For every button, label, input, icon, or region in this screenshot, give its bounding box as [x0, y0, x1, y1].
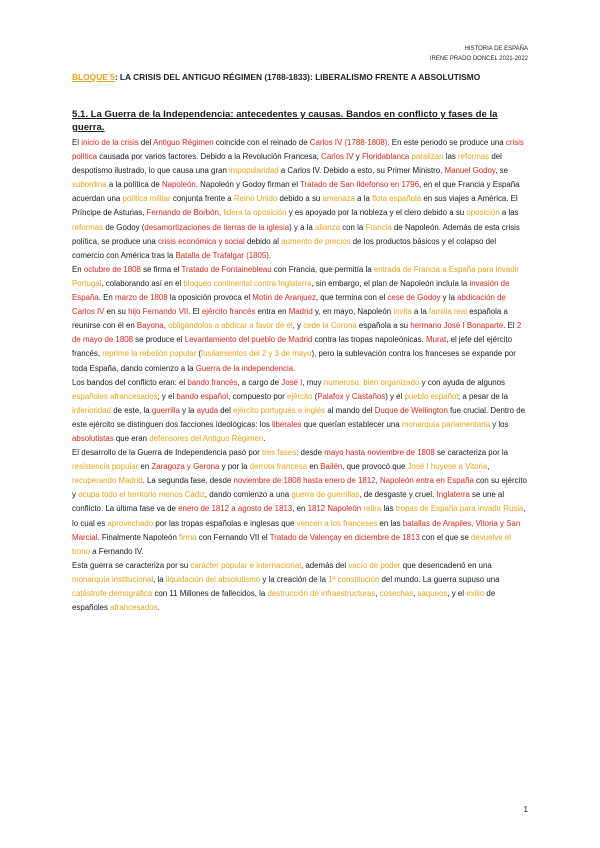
highlighted-term: Batalla de Trafalgar (1805)	[175, 250, 269, 260]
text-run: , y	[292, 321, 304, 331]
text-run: , en el que Francia y España acuerdan una	[72, 180, 520, 204]
highlighted-term: octubre de 1808	[83, 264, 141, 274]
text-run: Esta guerra se caracteriza por su	[72, 560, 191, 570]
highlighted-term: abdicación de Carlos IV	[72, 293, 506, 317]
highlighted-term: destrucción de infraestructuras	[267, 589, 376, 598]
highlighted-term: ejército	[286, 391, 313, 401]
highlighted-term: catástrofe demográfica	[72, 589, 153, 598]
highlighted-term: Fernando de Borbón	[146, 208, 219, 218]
highlighted-term: aumento de precios	[281, 236, 351, 246]
highlighted-term: vacío de poder	[348, 560, 401, 570]
highlighted-term: mayo hasta noviembre de 1808	[324, 448, 435, 458]
highlighted-term: Manuel Godoy	[444, 166, 496, 176]
text-run: ,	[375, 476, 380, 486]
text-run: ,	[375, 589, 380, 598]
text-run: El desarrollo de la Guerra de Independencia pasó por	[72, 448, 262, 458]
body-text	[72, 136, 528, 615]
text-run: , lo cual es	[72, 504, 526, 528]
text-run: se firma el	[140, 264, 182, 274]
highlighted-term: batallas de Arapiles, Vitoria y San Marcial	[72, 518, 521, 542]
highlighted-term: impopularidad	[229, 166, 279, 176]
highlighted-term: inicio de la crisis	[81, 138, 139, 147]
text-run: de este, la	[111, 405, 152, 415]
text-run: (	[196, 349, 201, 359]
highlighted-term: bando español	[176, 391, 229, 401]
text-run: ) y el	[385, 391, 405, 401]
highlighted-term: obligándolos a abdicar a favor de él	[168, 321, 293, 331]
highlighted-term: reformas	[72, 222, 104, 232]
highlighted-term: flota española	[372, 194, 422, 204]
highlighted-term: tropas de España para invadir Rusia	[395, 504, 524, 514]
highlighted-term: aprovechado	[107, 518, 154, 528]
highlighted-term: bando francés	[187, 377, 238, 387]
text-run: , en	[292, 504, 308, 514]
highlighted-term: enero de 1812 a agosto de 1813	[178, 504, 293, 514]
highlighted-term: Duque de Wellington	[374, 405, 448, 415]
text-run: con su ejército y	[72, 476, 527, 500]
text-run: , de desgaste y cruel.	[359, 490, 437, 500]
text-run: . En	[98, 293, 115, 303]
text-run: ) y a la	[289, 222, 315, 232]
text-run: , a cargo de	[237, 377, 282, 387]
highlighted-term: ocupa todo el territorio menos Cádiz	[78, 490, 205, 500]
highlighted-term: fusilamientos del 2 y 3 de mayo	[200, 349, 312, 359]
text-run: se produce el	[132, 335, 185, 345]
highlighted-term: Tratado de Valençay en diciembre de 1813	[269, 532, 420, 542]
highlighted-term: resistencia popular	[72, 462, 139, 472]
text-run: y con ayuda de algunos	[419, 377, 505, 387]
highlighted-term: política militar	[122, 194, 171, 204]
highlighted-term: 1812 Napoleón	[307, 504, 362, 514]
section-title: 5.1. La Guerra de la Independencia: antecedentes y causas. Bandos en conflicto y fases de la guerra.	[72, 109, 498, 133]
highlighted-term: Bailén	[320, 462, 343, 472]
text-run: de los productos básicos y el colapso del comercio con América tras la	[72, 236, 497, 260]
text-run: se caracteriza por la	[434, 448, 509, 458]
text-run: , que provocó que	[342, 462, 408, 472]
highlighted-term: 1ª constitución	[328, 574, 380, 584]
highlighted-term: Napoleón	[161, 180, 196, 190]
text-run: , muy	[302, 377, 324, 387]
text-run: , la	[153, 574, 166, 584]
text-run: al mando del	[325, 405, 375, 415]
text-run: causada por varios factores. Debido a la Revolución Francesa,	[97, 152, 322, 162]
highlighted-term: invasión de España	[72, 278, 510, 303]
text-run: En	[72, 264, 84, 274]
text-run: a las	[499, 208, 519, 218]
text-run: , sin embargo, el plan de Napoleón incluía la	[311, 278, 470, 288]
text-run: con 11 Millones de fallecidos, la	[152, 589, 268, 598]
text-run: que desencadenó en una	[400, 560, 492, 570]
highlighted-term: paralizan	[411, 152, 444, 162]
text-run: del despotismo ilustrado, lo que causa una gran	[72, 152, 502, 176]
text-run: a la política de	[106, 180, 162, 190]
highlighted-term: subordina	[72, 180, 107, 190]
paragraph-bandos	[72, 376, 528, 446]
text-run: española a reunirse con él en	[72, 307, 508, 331]
text-run: y, en mayo, Napoleón	[312, 307, 394, 317]
highlighted-term: defensores del Antiguo Régimen	[149, 433, 264, 443]
text-run: que eran	[113, 433, 150, 443]
text-run: ), pero la sublevación contra los franceses se expande por toda España, dando comienzo a la	[72, 349, 516, 373]
highlighted-term: alianza	[315, 222, 341, 232]
text-run: , además del	[300, 560, 349, 570]
highlighted-term: cese de Godoy	[387, 293, 441, 303]
paragraph-consecuencias	[72, 559, 528, 615]
highlighted-term: Zaragoza y Gerona	[151, 462, 220, 472]
paragraph-antecedentes	[72, 136, 528, 263]
text-run: las	[443, 152, 459, 162]
highlighted-term: desamortizaciones de tierras de la iglesia	[144, 222, 290, 232]
highlighted-term: tres fases	[261, 448, 297, 458]
highlighted-term: oposición	[466, 208, 500, 218]
text-run: y la	[440, 293, 458, 303]
highlighted-term: carácter popular e internacional	[190, 560, 301, 570]
highlighted-term: saqueos	[417, 589, 448, 598]
highlighted-term: españoles afrancesados	[72, 391, 158, 401]
text-run: en	[138, 462, 152, 472]
highlighted-term: Reino Unido	[233, 194, 278, 204]
highlighted-term: hijo Fernando VII	[128, 307, 189, 317]
text-run: , se	[495, 166, 508, 176]
text-run: de Godoy (	[103, 222, 145, 232]
text-run: y los	[490, 419, 509, 429]
highlighted-term: bloqueo continental contra Inglaterra	[183, 278, 312, 288]
text-run: .	[293, 363, 296, 373]
text-run: , y el	[447, 589, 467, 598]
highlighted-term: familia real	[428, 307, 468, 317]
text-run: debido al	[244, 236, 282, 246]
text-run: . Finalmente Napoleón	[97, 532, 180, 542]
highlighted-term: retira	[363, 504, 382, 514]
bloque-label: BLOQUE 5	[72, 72, 115, 82]
highlighted-term: numeroso, bien organizado	[323, 377, 420, 387]
text-run: El	[72, 138, 82, 147]
paragraph-fases	[72, 446, 528, 559]
highlighted-term: José I huyese a Vitoria	[407, 462, 488, 472]
highlighted-term: Tratado de San Ildefonso en 1796	[300, 180, 420, 190]
highlighted-term: invita	[393, 307, 412, 317]
text-run: contra las tropas napoleónicas.	[312, 335, 427, 345]
highlighted-term: Palafox y Castaños	[317, 391, 386, 401]
text-run: en sus viajes a América. El Príncipe de Asturias,	[72, 194, 518, 218]
highlighted-term: crisis económica y social	[157, 236, 245, 246]
highlighted-term: monarquía institucional	[72, 574, 154, 584]
text-run: con el que se	[419, 532, 472, 542]
text-run: en su	[104, 307, 129, 317]
text-run: : desde	[296, 448, 325, 458]
highlighted-term: devuelve el trono	[72, 532, 511, 556]
highlighted-term: crisis política	[72, 138, 524, 162]
highlighted-term: Murat	[426, 335, 447, 345]
highlighted-term: guerra de guerrillas	[291, 490, 360, 500]
text-run: ,	[487, 462, 490, 472]
text-run: . Napoleón y Godoy firman el	[195, 180, 300, 190]
highlighted-term: liquidación del absolutismo	[165, 574, 261, 584]
text-run: , el jefe del ejército francés,	[72, 335, 512, 359]
page-number: 1	[523, 805, 528, 814]
text-run: española a su	[356, 321, 411, 331]
text-run: se une al conflicto. La última fase va de	[72, 490, 505, 514]
text-run: .	[263, 433, 266, 443]
highlighted-term: reprime la rebelión popular	[102, 349, 197, 359]
highlighted-term: Antiguo Régimen	[153, 138, 214, 147]
text-run: que querían establecer una	[301, 419, 402, 429]
highlighted-term: pueblo español	[404, 391, 459, 401]
text-run: del	[218, 405, 234, 415]
text-run: a Carlos IV. Debido a esto, su Primer Ministro,	[278, 166, 445, 176]
text-run: y	[353, 152, 362, 162]
highlighted-term: ayuda	[196, 405, 219, 415]
paragraph-causas	[72, 263, 528, 376]
text-run: ,	[218, 208, 224, 218]
text-run: coincide con el reinado de	[213, 138, 310, 147]
highlighted-term: inferioridad	[72, 405, 112, 415]
highlighted-term: vencen a los franceses	[296, 518, 378, 528]
highlighted-term: marzo de 1808	[115, 293, 168, 303]
highlighted-term: guerrilla	[151, 405, 180, 415]
text-run: ,	[413, 589, 418, 598]
highlighted-term: Carlos IV	[321, 152, 354, 162]
text-run: a la	[411, 307, 429, 317]
text-run: con Fernando VII el	[196, 532, 270, 542]
text-run: (	[312, 391, 318, 401]
highlighted-term: absolutistas	[72, 433, 114, 443]
text-run: .	[268, 250, 272, 260]
text-run: las	[381, 504, 396, 514]
text-run: en	[307, 462, 321, 472]
highlighted-term: lidera la oposición	[223, 208, 287, 218]
text-run: con Francia, que permitía la	[271, 264, 374, 274]
text-run: Los bandos del conflicto eran: el	[72, 377, 188, 387]
highlighted-term: ejército portugués e inglés	[233, 405, 326, 415]
text-run: con la	[340, 222, 366, 232]
highlighted-term: liberales	[272, 419, 302, 429]
highlighted-term: ejército francés	[201, 307, 256, 317]
highlighted-term: 2 de mayo de 1808	[72, 321, 522, 345]
highlighted-term: exilio	[466, 589, 485, 598]
highlighted-term: Floridablanca	[361, 152, 410, 162]
text-run: . La segunda fase, desde	[142, 476, 234, 486]
highlighted-term: firma	[179, 532, 197, 542]
highlighted-term: recuperando Madrid	[72, 476, 143, 486]
highlighted-term: Bayona	[136, 321, 164, 331]
text-run: y por la	[219, 462, 250, 472]
highlighted-term: Carlos IV (1788-1808)	[309, 138, 388, 147]
text-run: entra en	[255, 307, 289, 317]
text-run: por las tropas españolas e inglesas que	[153, 518, 297, 528]
highlighted-term: Tratado de Fontainebleau	[181, 264, 272, 274]
text-run: y la creación de la	[260, 574, 329, 584]
highlighted-term: hermano José I Bonaparte	[410, 321, 504, 331]
text-run: conjunta frente a	[170, 194, 234, 204]
text-run: . El	[188, 307, 202, 317]
highlighted-term: monarquía parlamentaria	[401, 419, 491, 429]
highlighted-term: entrada de Francia a España para invadir Portugal	[72, 264, 520, 288]
bloque-heading	[72, 72, 542, 82]
highlighted-term: José I	[281, 377, 303, 387]
text-run: del mundo. La guerra supuso una	[379, 574, 500, 584]
text-run: , compuesto por	[228, 391, 287, 401]
text-run: . El	[503, 321, 517, 331]
text-run: a la	[354, 194, 373, 204]
text-run: de Napoleón. Además de esta crisis política, se produce una	[72, 222, 520, 246]
text-run: .	[157, 603, 160, 613]
text-run: del	[138, 138, 154, 147]
text-run: debido a su	[277, 194, 323, 204]
text-run: la oposición provoca el	[167, 293, 253, 303]
text-run: , colaborando así en el	[101, 278, 184, 288]
highlighted-term: Motín de Aranjuez	[252, 293, 316, 303]
text-run: y la	[179, 405, 197, 415]
highlighted-term: derrota francesa	[249, 462, 308, 472]
bloque-title: : LA CRISIS DEL ANTIGUO RÉGIMEN (1788-1833): LIBERALISMO FRENTE A ABSOLUTISMO	[114, 72, 481, 82]
highlighted-term: Levantamiento del pueblo de Madrid	[184, 335, 313, 345]
text-run: fue crucial. Dentro de este ejército se distinguen dos facciones ideológicas: los	[72, 405, 526, 429]
text-run: ,	[163, 321, 169, 331]
text-run: de españoles	[72, 589, 496, 613]
highlighted-term: afrancesados	[110, 603, 158, 613]
highlighted-term: Napoleón entra en España	[379, 476, 474, 486]
highlighted-term: cosechas	[379, 589, 414, 598]
text-run: . En este periodo se produce una	[387, 138, 506, 147]
text-run: en las	[377, 518, 403, 528]
highlighted-term: Madrid	[288, 307, 313, 317]
text-run: , que termina con el	[315, 293, 388, 303]
text-run: , dando comienzo a una	[204, 490, 292, 500]
text-run: y es apoyado por la nobleza y el clero debido a su	[286, 208, 467, 218]
header-author: IRENE PRADO DONCEL 2021-2022	[429, 56, 528, 62]
text-run: a Fernando IV.	[90, 546, 144, 556]
highlighted-term: Inglaterra	[436, 490, 470, 500]
document-header	[430, 44, 528, 64]
highlighted-term: cede la Corona	[303, 321, 357, 331]
text-run: ; y el	[157, 391, 177, 401]
header-subject: HISTORIA DE ESPAÑA	[464, 46, 528, 52]
text-run: ; a pesar de la	[458, 391, 509, 401]
highlighted-term: Guerra de la independencia	[195, 363, 294, 373]
highlighted-term: reformas	[458, 152, 490, 162]
highlighted-term: Francia	[365, 222, 392, 232]
highlighted-term: amenaza	[322, 194, 355, 204]
highlighted-term: noviembre de 1808 hasta enero de 1812	[233, 476, 376, 486]
